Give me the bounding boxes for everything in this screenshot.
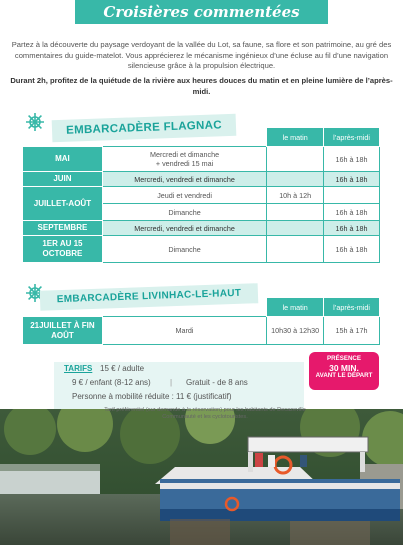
page-title: Croisières commentées bbox=[75, 0, 328, 24]
period-label: 1ER AU 15 OCTOBRE bbox=[23, 236, 103, 263]
tarif-note: Tarif préférentiel (sur demande à la réservation) pour les habitants de Decazeville Communauté et les cyclotouristes. bbox=[104, 407, 306, 421]
morning-cell bbox=[267, 221, 324, 236]
table-row bbox=[23, 147, 380, 172]
morning-cell bbox=[267, 147, 324, 172]
morning-cell: 10h30 à 12h30 bbox=[267, 317, 324, 345]
days-cell: Mercredi et dimanche + vendredi 15 mai bbox=[102, 147, 266, 172]
tarif-adult: 15 € / adulte bbox=[100, 364, 145, 373]
morning-cell bbox=[267, 172, 324, 187]
embarcadere-livinhac-title: EMBARCADÈRE LIVINHAC-LE-HAUT bbox=[40, 283, 259, 311]
afternoon-cell: 16h à 18h bbox=[324, 172, 380, 187]
tarif-child: 9 € / enfant (8-12 ans) bbox=[72, 378, 151, 387]
livinhac-col-morning: le matin bbox=[267, 298, 324, 317]
days-cell: Dimanche bbox=[102, 204, 266, 221]
table-row bbox=[23, 172, 380, 187]
days-cell: Jeudi et vendredi bbox=[102, 187, 266, 204]
period-label: JUILLET-AOÛT bbox=[23, 187, 103, 221]
presence-line2: 30 MIN. bbox=[329, 362, 359, 373]
morning-cell: 10h à 12h bbox=[267, 187, 324, 204]
boat-photo bbox=[0, 409, 403, 545]
period-label: MAI bbox=[23, 147, 103, 172]
period-label: 21JUILLET À FIN AOÛT bbox=[23, 317, 103, 345]
presence-line1: PRÉSENCE bbox=[326, 355, 362, 362]
presence-badge bbox=[309, 352, 379, 390]
table-row bbox=[23, 187, 380, 204]
tarifs-label: TARIFS bbox=[64, 364, 93, 373]
days-cell: Mercredi, vendredi et dimanche bbox=[102, 172, 266, 187]
livinhac-col-afternoon: l’après-midi bbox=[324, 298, 380, 317]
afternoon-cell: 16h à 18h bbox=[324, 236, 380, 263]
table-row bbox=[23, 317, 380, 345]
tarif-separator: | bbox=[170, 378, 173, 387]
tarif-free: Gratuit - de 8 ans bbox=[186, 378, 248, 387]
days-cell: Mercredi, vendredi et dimanche bbox=[102, 221, 266, 236]
tarif-reduced: Personne à mobilité réduite : 11 € (justificatif) bbox=[72, 392, 232, 401]
flagnac-col-morning: le matin bbox=[267, 128, 324, 147]
flagnac-schedule-table bbox=[22, 127, 380, 263]
intro-highlight: Durant 2h, profitez de la quiétude de la rivière aux heures douces du matin et en pleine lumière de l’après-midi. bbox=[10, 76, 393, 96]
morning-cell bbox=[267, 204, 324, 221]
morning-cell bbox=[267, 236, 324, 263]
afternoon-cell: 15h à 17h bbox=[324, 317, 380, 345]
table-row bbox=[23, 221, 380, 236]
period-label: SEPTEMBRE bbox=[23, 221, 103, 236]
livinhac-schedule-table bbox=[22, 297, 380, 345]
intro-text: Partez à la découverte du paysage verdoyant de la vallée du Lot, sa faune, sa flore et son patrimoine, au gré des commentaires du guide-matelot. Vous apprécierez le mécanisme ingénieux d’une écluse au fil d’une navigation silencieuse grâce à la propulsion électrique. bbox=[11, 40, 392, 70]
afternoon-cell: 16h à 18h bbox=[324, 221, 380, 236]
days-cell: Dimanche bbox=[102, 236, 266, 263]
afternoon-cell bbox=[324, 187, 380, 204]
afternoon-cell: 16h à 18h bbox=[324, 147, 380, 172]
table-row bbox=[23, 236, 380, 263]
embarcadere-flagnac-title: EMBARCADÈRE FLAGNAC bbox=[52, 114, 237, 142]
days-cell: Mardi bbox=[102, 317, 266, 345]
period-label: JUIN bbox=[23, 172, 103, 187]
flagnac-col-afternoon: l’après-midi bbox=[324, 128, 380, 147]
presence-line3: AVANT LE DÉPART bbox=[315, 372, 373, 380]
afternoon-cell: 16h à 18h bbox=[324, 204, 380, 221]
